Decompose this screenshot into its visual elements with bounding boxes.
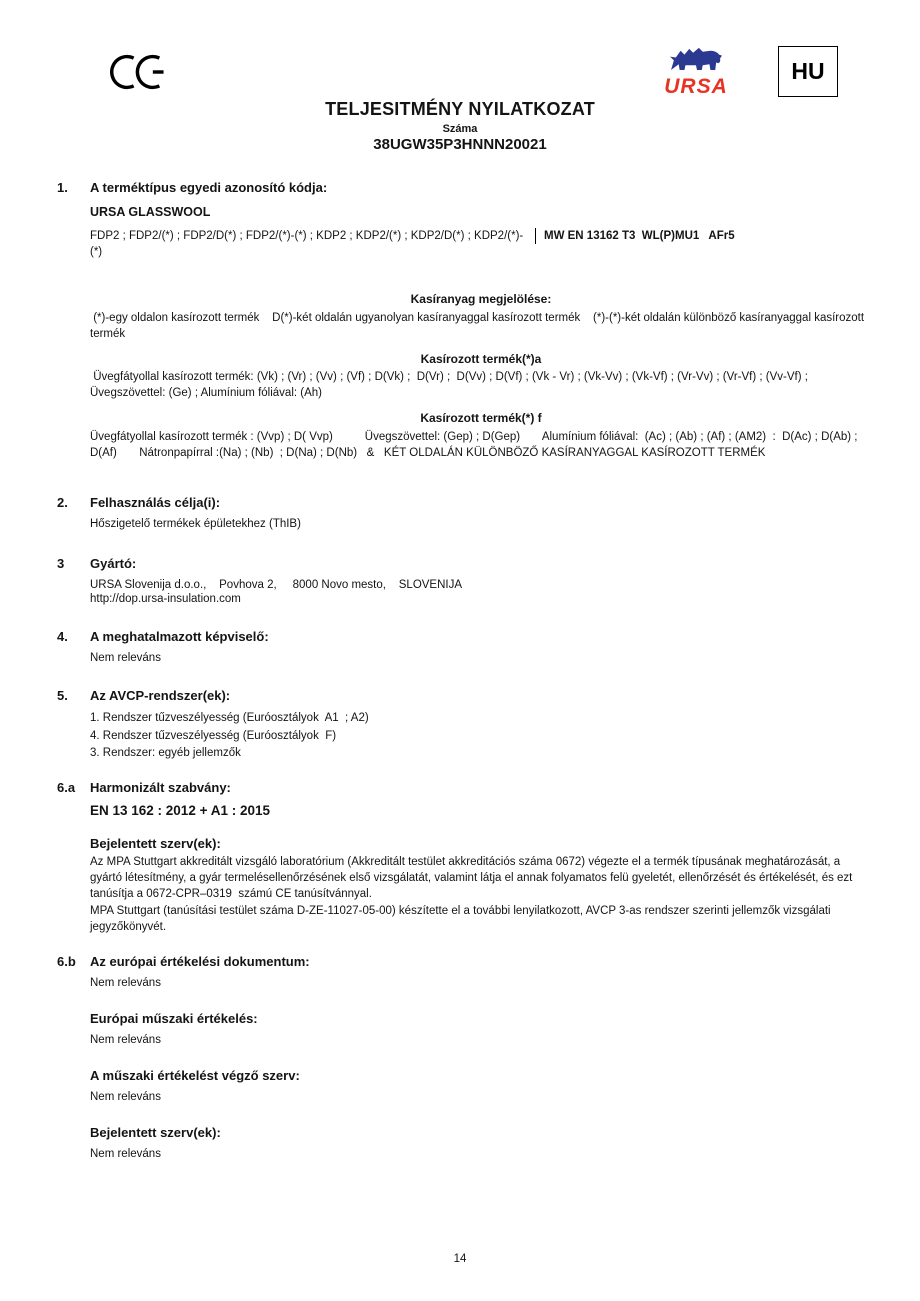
section-3-number: 3 xyxy=(57,556,65,572)
avcp-system-list xyxy=(90,711,872,762)
document-content xyxy=(57,180,872,1160)
notified-body-heading: Bejelentett szerv(ek): xyxy=(90,835,221,851)
intended-use-text: Hőszigetelő termékek épületekhez (ThIB) xyxy=(90,518,301,531)
european-technical-assessment-heading: Európai műszaki értékelés: xyxy=(90,1011,258,1027)
section-6b xyxy=(57,954,872,1160)
document-number: 38UGW35P3HNNN20021 xyxy=(373,136,547,153)
section-6a-heading: Harmonizált szabvány: xyxy=(90,779,231,795)
section-5-number: 5. xyxy=(57,688,68,704)
facing-material-heading: Kasíranyag megjelölése: xyxy=(410,292,552,307)
section-1 xyxy=(57,180,872,461)
avcp-system-line: 1. Rendszer tűzveszélyesség (Euróosztályok A1 ; A2) xyxy=(90,712,369,725)
bear-icon xyxy=(667,46,725,71)
document-title: TELJESITMÉNY NYILATKOZAT xyxy=(325,99,595,119)
harmonized-standard: EN 13 162 : 2012 + A1 : 2015 xyxy=(90,802,270,818)
ursa-wordmark: URSA xyxy=(664,74,728,98)
faced-product-f-text: Üvegfátyollal kasírozott termék : (Vvp) ; D( Vvp) Üvegszövettel: (Gep) ; D(Gep) Alumínium fóliával: (Ac) ; (Ab) ; (Af) ; (AM2) : D(Ac) ; D(Ab) ; D(Af) Nátronpapírral :(Na) ; (Nb) ; D(Na) ; D(Nb) & KÉT OLDALÁN KÜLÖNBÖZŐ KASÍRANYAGGAL KASÍROZOTT TERMÉK xyxy=(90,431,861,459)
faced-product-a-heading: Kasírozott termék(*)a xyxy=(420,352,542,367)
avcp-system-line: 3. Rendszer: egyéb jellemzők xyxy=(90,747,241,760)
facing-material-text: (*)-egy oldalon kasírozott termék D(*)-két oldalán ugyanolyan kasíranyaggal kasírozott termék (*)-(*)-két oldalán különböző kasíranyaggal kasírozott termék xyxy=(90,312,868,340)
technical-assessment-body-heading: A műszaki értékelést végző szerv: xyxy=(90,1068,300,1084)
section-1-heading: A terméktípus egyedi azonosító kódja: xyxy=(90,180,328,195)
ursa-logo xyxy=(660,46,732,97)
european-assessment-doc-text: Nem releváns xyxy=(90,977,161,990)
product-codes-row xyxy=(90,228,872,260)
manufacturer-url: http://dop.ursa-insulation.com xyxy=(90,593,241,606)
notified-bodies-block xyxy=(90,1125,872,1160)
section-4-heading: A meghatalmazott képviselő: xyxy=(90,629,269,645)
page-number: 14 xyxy=(453,1253,467,1265)
section-4 xyxy=(57,629,872,664)
notified-body-paragraph-2: MPA Stuttgart (tanúsítási testület száma D-ZE-11027-05-00) készítette el a további lenyilatkozott, AVCP 3-as rendszer szerinti jellemzők vizsgálati jegyzőkönyvét. xyxy=(90,905,834,934)
language-badge: HU xyxy=(778,46,838,97)
section-5 xyxy=(57,688,872,762)
number-label: Száma xyxy=(442,123,478,135)
european-technical-assessment-block xyxy=(90,1011,872,1046)
product-codes: FDP2 ; FDP2/(*) ; FDP2/D(*) ; FDP2/(*)-(*) ; KDP2 ; KDP2/(*) ; KDP2/D(*) ; KDP2/(*)-(*) xyxy=(90,230,524,259)
section-4-number: 4. xyxy=(57,629,68,645)
authorized-rep-text: Nem releváns xyxy=(90,652,161,665)
section-2-number: 2. xyxy=(57,495,68,511)
product-spec-code: MW EN 13162 T3 WL(P)MU1 AFr5 xyxy=(535,228,735,244)
faced-product-a-text: Üvegfátyollal kasírozott termék: (Vk) ; (Vr) ; (Vv) ; (Vf) ; D(Vk) ; D(Vr) ; D(Vv) ; D(Vf) ; (Vk - Vr) ; (Vk-Vv) ; (Vk-Vf) ; (Vr-Vv) ; (Vr-Vf) ; (Vv-Vf) ; Üvegszövettel: (Ge) ; Alumínium fóliával: (Ah) xyxy=(90,371,812,399)
section-5-heading: Az AVCP-rendszer(ek): xyxy=(90,688,231,704)
technical-assessment-body-block xyxy=(90,1068,872,1103)
section-2 xyxy=(57,495,872,530)
notified-body-paragraph-1: Az MPA Stuttgart akkreditált vizsgáló laboratórium (Akkreditált testület akkreditációs száma 0672) végezte el a termék típusának meghatározását, a gyártó létesítmény, a gyár termelésellenőrzésének első vizsgálatát, valamint látja el annak folyamatos felü gyeletét, ellenőrzését és értékelését, és ezt tanúsítja a 0672-CPR–0319 számú CE tanúsítvánnyal. xyxy=(90,855,856,900)
notified-bodies-text: Nem releváns xyxy=(90,1148,161,1161)
technical-assessment-body-text: Nem releváns xyxy=(90,1091,161,1104)
product-name: URSA GLASSWOOL xyxy=(90,205,211,219)
notified-bodies-heading: Bejelentett szerv(ek): xyxy=(90,1125,221,1141)
ce-mark-icon xyxy=(110,52,170,95)
section-3-heading: Gyártó: xyxy=(90,556,137,572)
european-technical-assessment-text: Nem releváns xyxy=(90,1034,161,1047)
faced-product-f-heading: Kasírozott termék(*) f xyxy=(420,411,542,426)
manufacturer-address: URSA Slovenija d.o.o., Povhova 2, 8000 Novo mesto, SLOVENIJA xyxy=(90,579,463,592)
section-6b-number: 6.b xyxy=(57,954,76,970)
section-6a xyxy=(57,780,872,936)
section-2-heading: Felhasználás célja(i): xyxy=(90,495,221,511)
section-3 xyxy=(57,556,872,605)
section-6b-heading: Az európai értékelési dokumentum: xyxy=(90,954,310,970)
avcp-system-line: 4. Rendszer tűzveszélyesség (Euróosztályok F) xyxy=(90,729,337,742)
section-1-number: 1. xyxy=(57,180,68,195)
title-block xyxy=(0,99,920,153)
section-6a-number: 6.a xyxy=(57,779,76,795)
